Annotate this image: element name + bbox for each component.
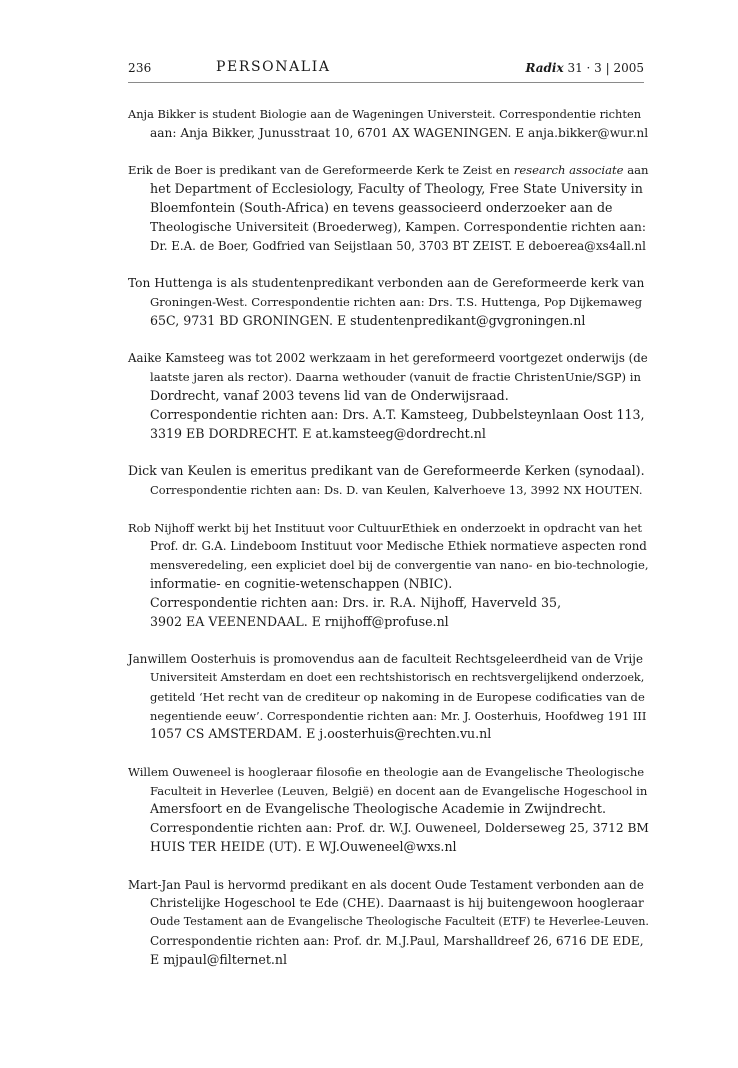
entry-line: Prof. dr. G.A. Lindeboom Instituut voor Medische Ethiek normatieve aspecten rond: [150, 539, 647, 554]
entry-erik-de-boer: [128, 161, 648, 255]
entry-line: Correspondentie richten aan: Prof. dr. M.J.Paul, Marshalldreef 26, 6716 DE EDE,: [150, 934, 644, 949]
entry-line: Dordrecht, vanaf 2003 tevens lid van de Onderwijsraad.: [150, 387, 509, 403]
entry-line: laatste jaren als rector). Daarna wethouder (vanuit de fractie ChristenUnie/SGP) in: [150, 370, 641, 385]
entry-line: Dr. E.A. de Boer, Godfried van Seijstlaan 50, 3703 BT ZEIST. E deboerea@xs4all.nl: [150, 238, 646, 253]
entry-line: 1057 CS AMSTERDAM. E j.oosterhuis@rechten.vu.nl: [150, 726, 492, 742]
entry-line: Correspondentie richten aan: Prof. dr. W.J. Ouweneel, Dolderseweg 25, 3712 BM: [150, 821, 649, 836]
entry-line: het Department of Ecclesiology, Faculty of Theology, Free State University in: [150, 181, 643, 197]
entry-line: aan: Anja Bikker, Junusstraat 10, 6701 AX WAGENINGEN. E anja.bikker@wur.nl: [150, 125, 649, 140]
entry-line: 3319 EB DORDRECHT. E at.kamsteeg@dordrecht.nl: [150, 425, 486, 441]
entry-line: Amersfoort en de Evangelische Theologische Academie in Zwijndrecht.: [150, 801, 606, 817]
personalia-list: [128, 105, 648, 988]
entry-line: Groningen-West. Correspondentie richten aan: Drs. T.S. Huttenga, Pop Dijkemaweg: [150, 294, 643, 309]
entry-line: getiteld ‘Het recht van de crediteur op nakoming in de Europese codificaties van de: [150, 689, 645, 704]
entry-anja-bikker: [128, 105, 648, 143]
entry-line: Correspondentie richten aan: Drs. A.T. Kamsteeg, Dubbelsteynlaan Oost 113,: [150, 406, 645, 422]
entry-line: HUIS TER HEIDE (UT). E WJ.Ouweneel@wxs.nl: [150, 839, 457, 855]
entry-line-text: Erik de Boer is predikant van de Gereformeerde Kerk te Zeist en: [128, 163, 514, 178]
entry-line: Theologische Universiteit (Broederweg), Kampen. Correspondentie richten aan:: [150, 219, 647, 234]
entry-line: Bloemfontein (South-Africa) en tevens geassocieerd onderzoeker aan de: [150, 199, 613, 215]
entry-ton-huttenga: [128, 274, 648, 330]
entry-line: negentiende eeuw’. Correspondentie richten aan: Mr. J. Oosterhuis, Hoofdweg 191 III: [150, 708, 647, 723]
section-title: PERSONALIA: [216, 59, 331, 75]
running-header: [128, 58, 644, 83]
entry-line: Rob Nijhoff werkt bij het Instituut voor CultuurEthiek en onderzoekt in opdracht van het: [128, 520, 642, 535]
entry-aaike-kamsteeg: [128, 349, 648, 443]
entry-line: Christelijke Hogeschool te Ede (CHE). Daarnaast is hij buitengewoon hoogleraar: [150, 896, 644, 911]
entry-line: Correspondentie richten aan: Drs. ir. R.A. Nijhoff, Haverveld 35,: [150, 594, 562, 610]
entry-line: Universiteit Amsterdam en doet een rechtshistorisch en rechtsvergelijkend onderzoek,: [150, 670, 645, 684]
entry-janwillem-oosterhuis: [128, 650, 648, 744]
entry-line: Mart-Jan Paul is hervormd predikant en als docent Oude Testament verbonden aan de: [128, 877, 644, 892]
entry-line: Oude Testament aan de Evangelische Theologische Faculteit (ETF) te Heverlee-Leuven.: [150, 915, 649, 929]
entry-line: 65C, 9731 BD GRONINGEN. E studentenpredikant@gvgroningen.nl: [150, 312, 586, 328]
entry-dick-van-keulen: [128, 462, 648, 500]
entry-line: [128, 161, 648, 180]
entry-mart-jan-paul: [128, 876, 648, 970]
page-number: 236: [128, 61, 152, 75]
entry-line: Aaike Kamsteeg was tot 2002 werkzaam in het gereformeerd voortgezet onderwijs (de: [128, 351, 648, 366]
entry-line: E mjpaul@filternet.nl: [150, 951, 288, 967]
entry-line: Willem Ouweneel is hoogleraar filosofie en theologie aan de Evangelische Theologische: [128, 764, 645, 779]
journal-issue: 31 · 3 | 2005: [567, 61, 644, 75]
entry-willem-ouweneel: [128, 763, 648, 857]
entry-line: 3902 EA VEENENDAAL. E rnijhoff@profuse.nl: [150, 613, 449, 629]
entry-line: informatie- en cognitie-wetenschappen (NBIC).: [150, 575, 453, 591]
entry-line: Correspondentie richten aan: Ds. D. van Keulen, Kalverhoeve 13, 3992 NX HOUTEN.: [150, 482, 643, 497]
entry-line: Ton Huttenga is als studentenpredikant verbonden aan de Gereformeerde kerk van: [128, 276, 645, 291]
journal-reference: [525, 61, 644, 75]
journal-name: Radix: [525, 61, 564, 75]
entry-line-text: aan: [623, 163, 649, 178]
italic-phrase: research associate: [513, 163, 624, 178]
entry-rob-nijhoff: [128, 519, 648, 632]
entry-line: Dick van Keulen is emeritus predikant van de Gereformeerde Kerken (synodaal).: [128, 463, 645, 479]
entry-line: Faculteit in Heverlee (Leuven, België) en docent aan de Evangelische Hogeschool in: [150, 783, 648, 798]
entry-line: Anja Bikker is student Biologie aan de Wageningen Universteit. Correspondentie richten: [128, 107, 642, 121]
entry-line: Janwillem Oosterhuis is promovendus aan de faculteit Rechtsgeleerdheid van de Vrije: [128, 652, 643, 667]
entry-line: mensveredeling, een expliciet doel bij de convergentie van nano- en bio-technologie,: [150, 558, 649, 573]
